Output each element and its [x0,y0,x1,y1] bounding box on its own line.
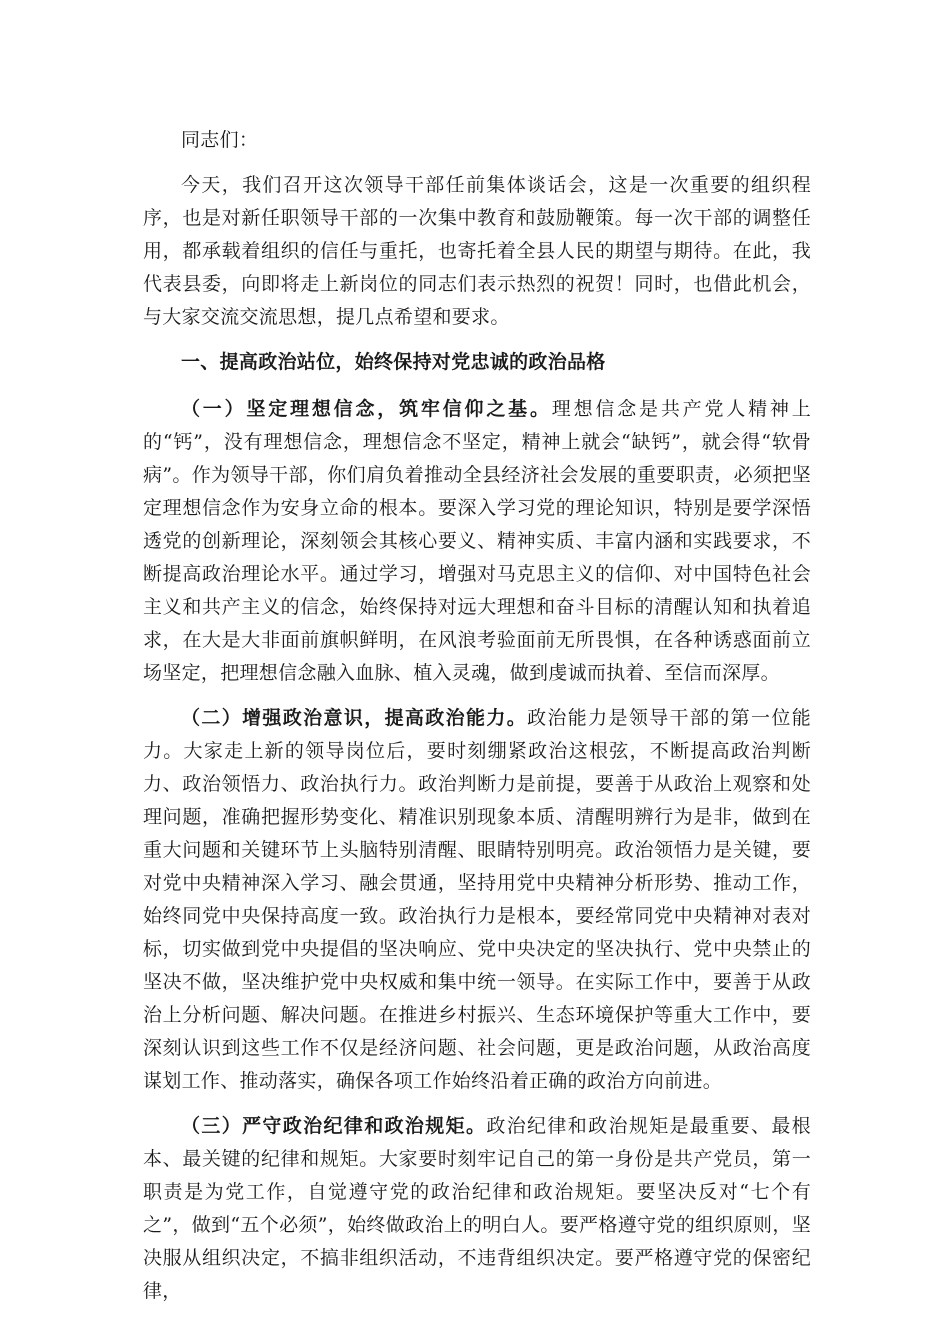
subsection-body-3: 政治纪律和政治规矩是最重要、最根本、最关键的纪律和规矩。大家要时刻牢记自己的第一身份是共产党员，第一职责是为党工作，自觉遵守党的政治纪律和政治规矩。要坚决反对“七个有之”，做到“五个必须”，始终做政治上的明白人。要严格遵守党的组织原则，坚决服从组织决定，不搞非组织活动，不违背组织决定。要严格遵守党的保密纪律， [143,1115,811,1302]
subsection-lead-1: （一）坚定理想信念，筑牢信仰之基。 [181,398,552,420]
salutation: 同志们： [181,129,259,151]
subsection-paragraph-1 [143,393,811,690]
subsection-lead-2: （二）增强政治意识，提高政治能力。 [181,707,528,729]
subsection-body-1: 理想信念是共产党人精神上的“钙”，没有理想信念，理想信念不坚定，精神上就会“缺钙”，就会得“软骨病”。作为领导干部，你们肩负着推动全县经济社会发展的重要职责，必须把坚定理想信念作为安身立命的根本。要深入学习党的理论知识，特别是要学深悟透党的创新理论，深刻领会其核心要义、精神实质、丰富内涵和实践要求，不断提高政治理论水平。通过学习，增强对马克思主义的信仰、对中国特色社会主义和共产主义的信念，始终保持对远大理想和奋斗目标的清醒认知和执着追求，在大是大非面前旗帜鲜明，在风浪考验面前无所畏惧，在各种诱惑面前立场坚定，把理想信念融入血脉、植入灵魂，做到虔诚而执着、至信而深厚。 [143,398,811,684]
document-body [143,124,811,1320]
subsection-paragraph-2 [143,702,811,1098]
subsection-lead-3: （三）严守政治纪律和政治规矩。 [181,1115,487,1137]
intro-paragraph: 今天，我们召开这次领导干部任前集体谈话会，这是一次重要的组织程序，也是对新任职领导干部的一次集中教育和鼓励鞭策。每一次干部的调整任用，都承载着组织的信任与重托，也寄托着全县人民的期望与期待。在此，我代表县委，向即将走上新岗位的同志们表示热烈的祝贺！同时，也借此机会，与大家交流交流思想，提几点希望和要求。 [143,174,811,328]
section-heading-1: 一、提高政治站位，始终保持对党忠诚的政治品格 [181,351,606,373]
subsection-body-2: 政治能力是领导干部的第一位能力。大家走上新的领导岗位后，要时刻绷紧政治这根弦，不断提高政治判断力、政治领悟力、政治执行力。政治判断力是前提，要善于从政治上观察和处理问题，准确把握形势变化、精准识别现象本质、清醒明辨行为是非，做到在重大问题和关键环节上头脑特别清醒、眼睛特别明亮。政治领悟力是关键，要对党中央精神深入学习、融会贯通，坚持用党中央精神分析形势、推动工作，始终同党中央保持高度一致。政治执行力是根本，要经常同党中央精神对表对标，切实做到党中央提倡的坚决响应、党中央决定的坚决执行、党中央禁止的坚决不做，坚决维护党中央权威和集中统一领导。在实际工作中，要善于从政治上分析问题、解决问题。在推进乡村振兴、生态环境保护等重大工作中，要深刻认识到这些工作不仅是经济问题、社会问题，更是政治问题，从政治高度谋划工作、推动落实，确保各项工作始终沿着正确的政治方向前进。 [143,707,811,1092]
subsection-paragraph-3 [143,1110,811,1308]
